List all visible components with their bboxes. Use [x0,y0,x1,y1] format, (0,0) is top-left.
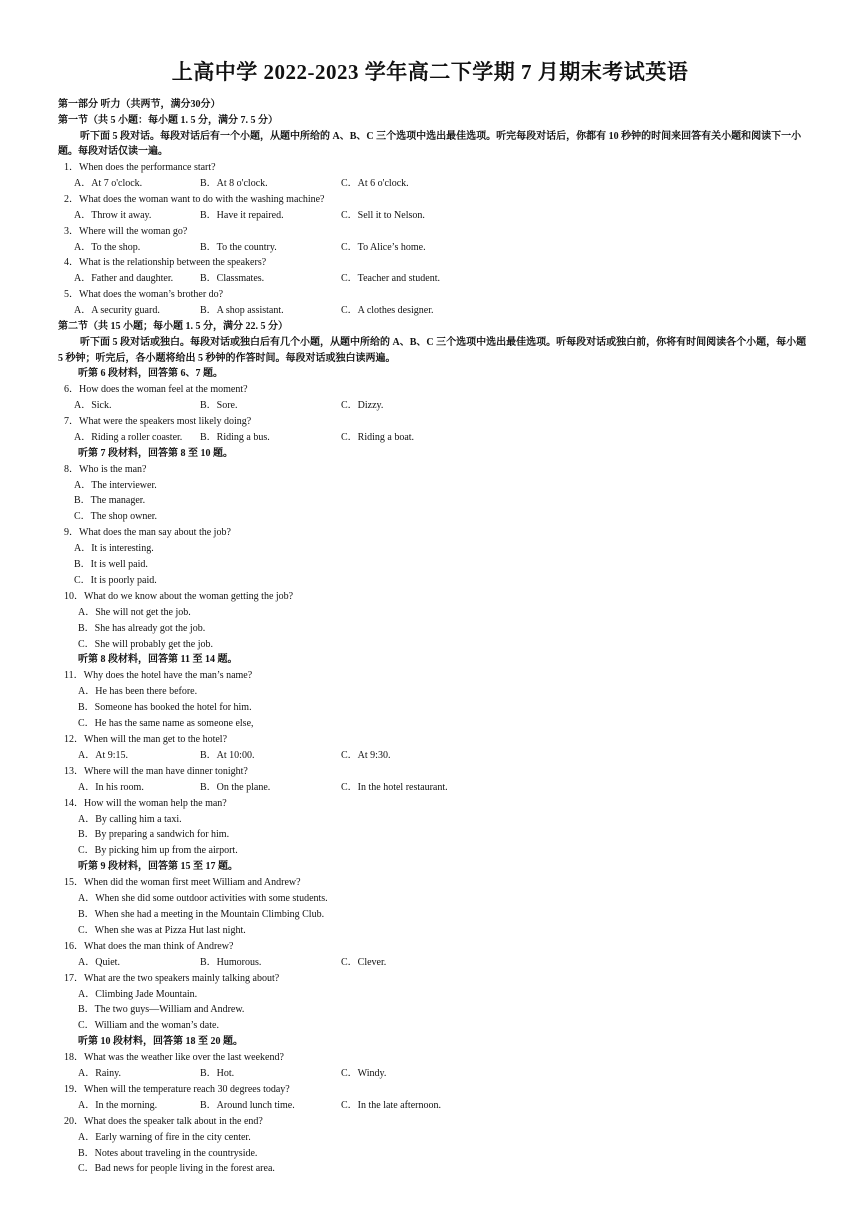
option-a: A．Throw it away. [74,209,152,221]
option-b: B．Around lunch time. [200,1099,295,1111]
option-a: A．In the morning. [78,1099,158,1111]
option-c: C．When she was at Pizza Hut last night. [78,924,246,936]
question-stem: 5．What does the woman’s brother do? [64,289,224,301]
options-row [58,955,808,971]
question-stem: 18．What was the weather like over the last weekend? [64,1052,284,1064]
option-c: C．At 9:30. [341,749,391,761]
passage-note: 听第 9 段材料，回答第 15 至 17 题。 [78,861,238,873]
question-stem: 15．When did the woman first meet William and Andrew? [64,877,301,889]
section1-heading: 第一节（共 5 小题：每小题 1. 5 分，满分 7. 5 分） [58,114,278,126]
option-c: C．By picking him up from the airport. [78,845,238,857]
option-b: B．Have it repaired. [200,209,284,221]
option-b: B．By preparing a sandwich for him. [78,829,230,841]
option-a: A．She will not get the job. [78,606,191,618]
option-b: B．To the country. [200,241,277,253]
option-c: C．The shop owner. [74,511,158,523]
option-b: B．Classmates. [200,273,265,285]
option-b: B．At 8 o'clock. [200,177,268,189]
question-stem: 17．What are the two speakers mainly talking about? [64,972,280,984]
question-stem: 16．What does the man think of Andrew? [64,940,234,952]
question-stem: 7．What were the speakers most likely doing? [64,415,252,427]
option-a: A．Climbing Jade Mountain. [78,988,198,1000]
question-stem: 12．When will the man get to the hotel? [64,734,228,745]
option-b: B．Someone has booked the hotel for him. [78,702,252,714]
options-row [58,398,808,414]
passage-note: 听第 7 段材料，回答第 8 至 10 题。 [78,447,233,459]
options-row [58,430,808,446]
option-b: B．Hot. [200,1068,235,1080]
option-a: A．In his room. [78,781,144,793]
option-b: B．The manager. [74,495,146,507]
option-b: B．On the plane. [200,781,271,793]
option-c: C．Clever. [341,956,387,968]
passage-note: 听第 8 段材料，回答第 11 至 14 题。 [78,654,238,666]
options-row [58,1066,808,1082]
options-row [58,240,808,256]
section1-instructions: 听下面 5 段对话。每段对话后有一个小题，从题中所给的 A、B、C 三个选项中选出最佳选项。听完每段对话后，你都有 10 秒钟的时间来回答有关小题和阅读下一小题。每段对话仅读一遍。 [58,130,802,158]
option-a: A．He has been there before. [78,686,198,698]
options-row [58,176,808,192]
option-c: C．Teacher and student. [341,273,440,285]
option-c: C．At 6 o'clock. [341,177,409,189]
option-c: C．To Alice’s home. [341,241,426,253]
option-a: A．To the shop. [74,241,141,253]
option-a: A．At 7 o'clock. [74,177,143,189]
passage-note: 听第 6 段材料，回答第 6、7 题。 [78,368,223,380]
option-b: B．Humorous. [200,956,262,968]
question-stem: 10．What do we know about the woman getting the job? [64,590,294,602]
option-a: A．It is interesting. [74,543,154,555]
option-a: A．Quiet. [78,956,120,968]
option-c: C．He has the same name as someone else, [78,718,254,730]
question-stem: 19．When will the temperature reach 30 degrees today? [64,1083,290,1095]
option-c: C．Dizzy. [341,399,384,411]
question-stem: 2．What does the woman want to do with the washing machine? [64,193,325,205]
listening-section [58,97,808,1177]
options-row [58,748,808,764]
option-b: B．Riding a bus. [200,431,270,443]
options-row [58,271,808,287]
option-b: B．The two guys—William and Andrew. [78,1004,245,1016]
question-stem: 3．Where will the woman go? [64,225,188,237]
option-b: B．Sore. [200,399,238,411]
option-a: A．Sick. [74,399,112,411]
passage-note: 听第 10 段材料，回答第 18 至 20 题。 [78,1036,243,1048]
section2-heading: 第二节（共 15 小题；每小题 1. 5 分，满分 22. 5 分） [58,321,288,333]
question-stem: 6．How does the woman feel at the moment? [64,384,248,396]
question-stem: 4．What is the relationship between the speakers? [64,257,267,269]
question-stem: 14．How will the woman help the man? [64,797,227,809]
options-row [58,303,808,319]
option-c: C．In the late afternoon. [341,1099,441,1111]
question-stem: 8．Who is the man? [64,463,147,475]
option-c: C．It is poorly paid. [74,574,157,586]
option-b: B．Notes about traveling in the countryside. [78,1147,258,1159]
question-stem: 11．Why does the hotel have the man’s name? [64,670,253,682]
option-a: A．By calling him a taxi. [78,813,182,825]
option-a: A．The interviewer. [74,479,157,491]
option-c: C．William and the woman’s date. [78,1020,219,1032]
option-a: A．Early warning of fire in the city center. [78,1131,251,1143]
option-c: C．Sell it to Nelson. [341,209,425,221]
option-a: A．When she did some outdoor activities with some students. [78,893,328,905]
option-c: C．She will probably get the job. [78,638,213,650]
option-a: A．At 9:15. [78,749,128,761]
question-stem: 20．What does the speaker talk about in the end? [64,1115,263,1127]
option-a: A．A security guard. [74,305,160,317]
question-stem: 1．When does the performance start? [64,162,216,173]
option-c: C．Windy. [341,1068,387,1080]
option-a: A．Rainy. [78,1068,121,1080]
question-stem: 9．What does the man say about the job? [64,527,231,539]
option-c: C．Riding a boat. [341,431,415,443]
option-c: C．A clothes designer. [341,305,434,317]
option-a: A．Riding a roller coaster. [74,431,183,443]
part1-heading: 第一部分 听力（共两节，满分30分） [58,99,221,110]
options-row [58,1098,808,1114]
exam-title: 上高中学 2022-2023 学年高二下学期 7 月期末考试英语 [171,60,689,84]
option-c: C．Bad news for people living in the forest area. [78,1163,275,1175]
option-b: B．A shop assistant. [200,305,284,317]
option-b: B．At 10:00. [200,749,255,761]
options-row [58,780,808,796]
option-b: B．When she had a meeting in the Mountain Climbing Club. [78,908,325,920]
option-c: C．In the hotel restaurant. [341,781,448,793]
options-row [58,208,808,224]
section2-instructions: 听下面 5 段对话或独白。每段对话或独白后有几个小题，从题中所给的 A、B、C 三个选项中选出最佳选项。听每段对话或独白前，你将有时间阅读各个小题，每小题 5 秒钟；听完后，各小题将给出 5 秒钟的作答时间。每段对话或独白读两遍。 [58,336,807,364]
question-stem: 13．Where will the man have dinner tonight? [64,765,248,777]
option-b: B．She has already got the job. [78,622,206,634]
option-b: B．It is well paid. [74,559,148,571]
option-a: A．Father and daughter. [74,273,174,285]
